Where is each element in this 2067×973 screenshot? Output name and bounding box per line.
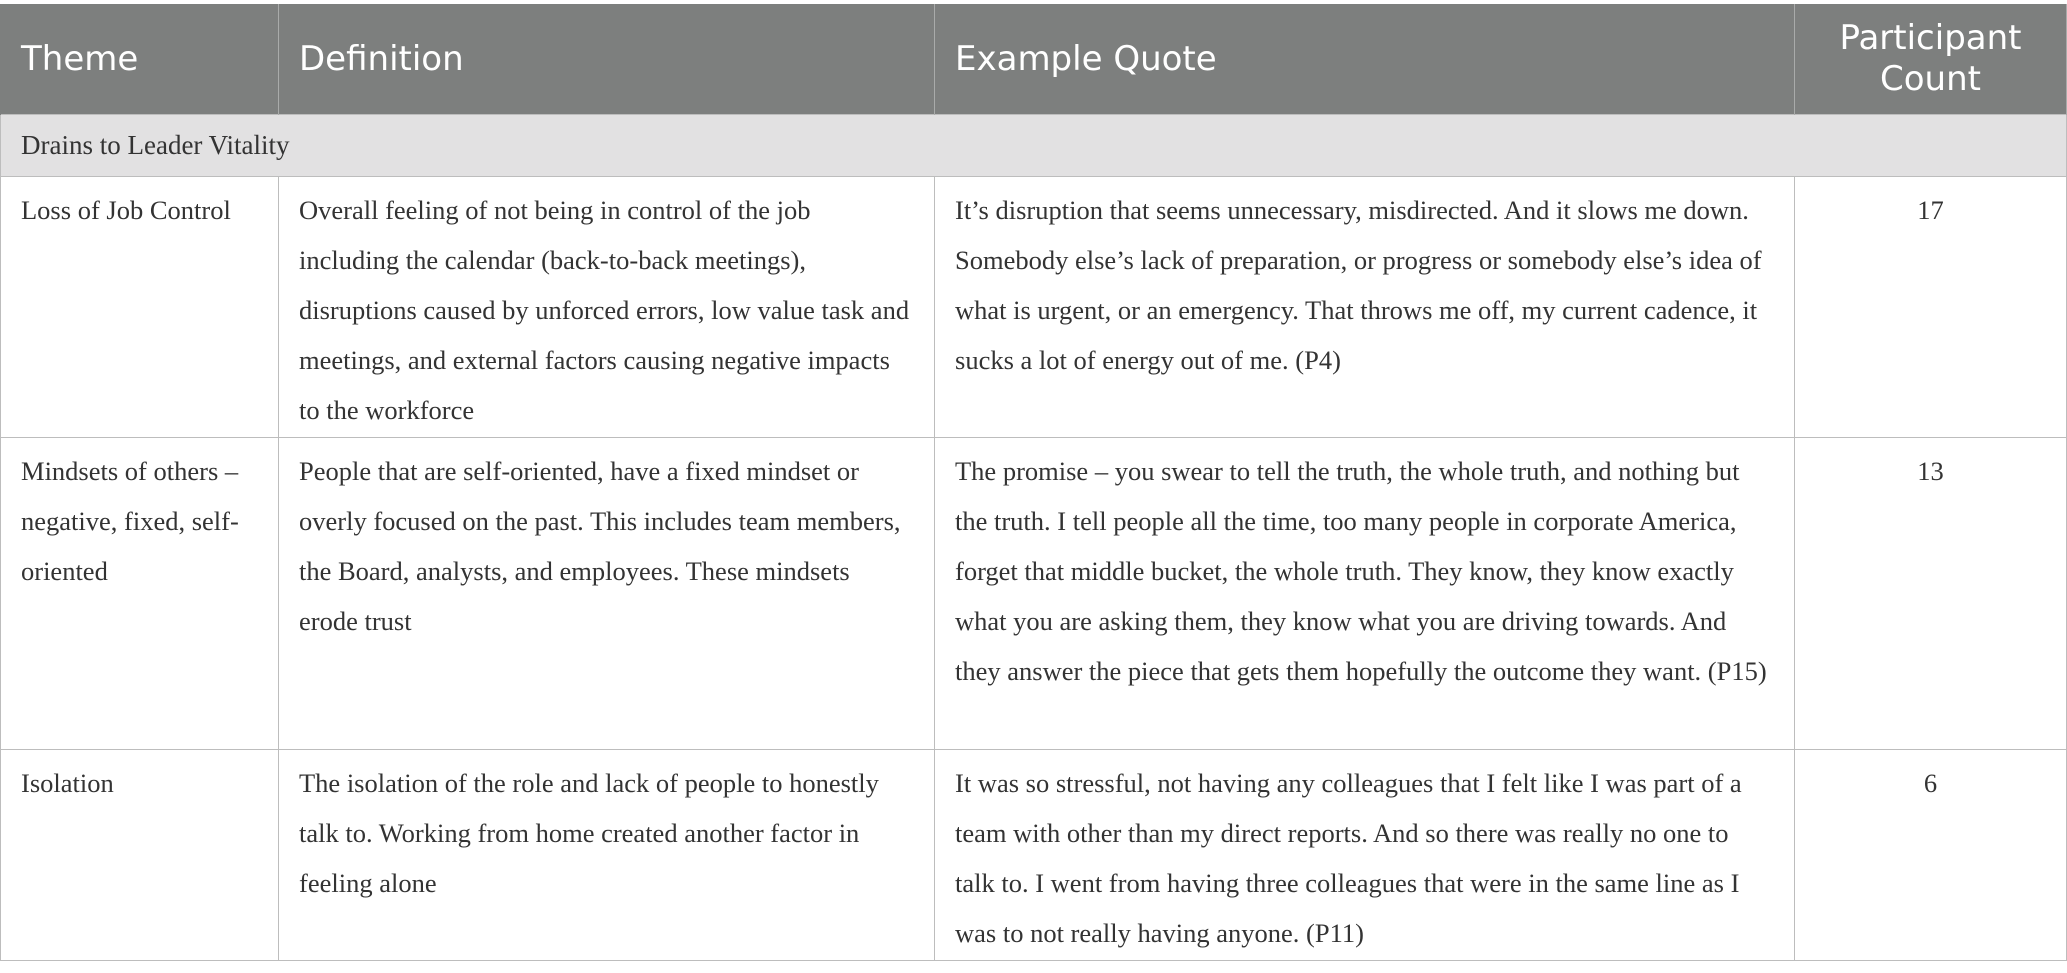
section-title: Drains to Leader Vitality bbox=[1, 114, 2067, 176]
header-theme: Theme bbox=[1, 4, 279, 114]
definition-cell: Overall feeling of not being in control of the job including the calendar (back-to-back meetings), disruptions caused by unforced errors, low value task and meetings, and external factors causing negative impacts to the workforce bbox=[279, 176, 935, 437]
theme-cell: Mindsets of others – negative, fixed, self-oriented bbox=[1, 437, 279, 749]
table-row bbox=[1, 176, 2067, 437]
count-cell: 6 bbox=[1795, 749, 2067, 960]
section-row bbox=[1, 114, 2067, 176]
quote-cell: It’s disruption that seems unnecessary, misdirected. And it slows me down. Somebody else’s lack of preparation, or progress or somebody else’s idea of what is urgent, or an emergency. That throws me off, my current cadence, it sucks a lot of energy out of me. (P4) bbox=[935, 176, 1795, 437]
header-participant-count bbox=[1795, 4, 2067, 114]
count-cell: 17 bbox=[1795, 176, 2067, 437]
definition-cell: People that are self-oriented, have a fixed mindset or overly focused on the past. This includes team members, the Board, analysts, and employees. These mindsets erode trust bbox=[279, 437, 935, 749]
themes-table-container bbox=[0, 4, 2066, 961]
definition-cell: The isolation of the role and lack of people to honestly talk to. Working from home created another factor in feeling alone bbox=[279, 749, 935, 960]
themes-table bbox=[0, 4, 2067, 961]
header-example-quote: Example Quote bbox=[935, 4, 1795, 114]
header-count-line1: Participant bbox=[1839, 17, 2022, 58]
table-row bbox=[1, 749, 2067, 960]
header-row bbox=[1, 4, 2067, 114]
theme-cell: Loss of Job Control bbox=[1, 176, 279, 437]
quote-cell: It was so stressful, not having any colleagues that I felt like I was part of a team with other than my direct reports. And so there was really no one to talk to. I went from having three colleagues that were in the same line as I was to not really having anyone. (P11) bbox=[935, 749, 1795, 960]
count-cell: 13 bbox=[1795, 437, 2067, 749]
header-definition: Definition bbox=[279, 4, 935, 114]
header-count-line2: Count bbox=[1880, 58, 1981, 99]
table-row bbox=[1, 437, 2067, 749]
quote-cell: The promise – you swear to tell the truth, the whole truth, and nothing but the truth. I tell people all the time, too many people in corporate America, forget that middle bucket, the whole truth. They know, they know exactly what you are asking them, they know what you are driving towards. And they answer the piece that gets them hopefully the outcome they want. (P15) bbox=[935, 437, 1795, 749]
theme-cell: Isolation bbox=[1, 749, 279, 960]
